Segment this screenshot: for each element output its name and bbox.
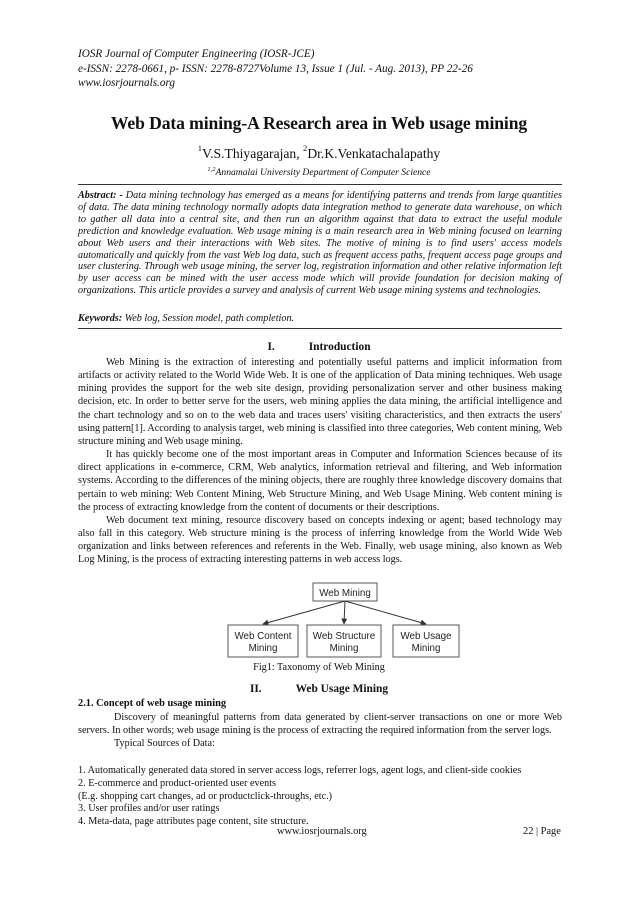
affiliation <box>0 166 638 178</box>
section2-title: Web Usage Mining <box>295 683 389 695</box>
intro-paragraph-3: Web document text mining, resource discovery based on concepts indexing or agent; based technology may also fall in this category. Web structure mining is the process of inferring knowledge from the World Wide Web organization and links between references and referents in the Web. Finally, web usage mining, also known as Web Log Mining, is the process of extracting interesting patterns in web access logs. <box>78 514 562 566</box>
journal-website: www.iosrjournals.org <box>78 77 175 90</box>
affiliation-text: Annamalai University Department of Computer Science <box>215 167 431 178</box>
journal-name: IOSR Journal of Computer Engineering (IOSR-JCE) <box>78 48 315 60</box>
usage-paragraph-2: Typical Sources of Data: <box>114 738 215 750</box>
section1-title: Introduction <box>308 341 371 353</box>
section2-heading <box>0 683 638 695</box>
structure-node-label-1: Web Structure <box>312 631 376 642</box>
list-item: 3. User profiles and/or user ratings <box>78 803 220 815</box>
author2-name: Dr.K.Venkatachalapathy <box>307 146 441 161</box>
footer-url: www.iosrjournals.org <box>277 826 367 837</box>
edge-to-content <box>263 601 345 624</box>
keywords-text: Web log, Session model, path completion. <box>124 313 295 324</box>
abstract-top-rule <box>78 184 562 185</box>
author-line <box>0 143 638 162</box>
affiliation-sup: 1,2 <box>207 166 216 173</box>
figure-caption: Fig1: Taxonomy of Web Mining <box>253 662 385 673</box>
author1-sup: 1 <box>197 143 203 153</box>
edge-to-structure <box>344 601 345 624</box>
list-item: 4. Meta-data, page attributes page content, site structure. <box>78 816 309 828</box>
author2-sup: 2 <box>303 143 308 153</box>
data-sources-list <box>78 765 562 829</box>
abstract <box>78 190 562 297</box>
section2-body <box>78 711 562 750</box>
journal-header <box>78 47 578 91</box>
author1-name: V.S.Thiyagarajan, <box>202 146 304 161</box>
section1-body <box>78 356 562 567</box>
edge-to-usage <box>345 601 426 624</box>
list-item: 1. Automatically generated data stored in server access logs, referrer logs, agent logs, and client-side cookies <box>78 765 522 776</box>
list-item: (E.g. shopping cart changes, ad or productclick-throughs, etc.) <box>78 790 333 802</box>
usage-node-label-1: Web Usage <box>400 631 452 642</box>
subsection-title: 2.1. Concept of web usage mining <box>78 698 227 709</box>
usage-node-label-2: Mining <box>411 643 441 654</box>
paper-title: Web Data mining-A Research area in Web usage mining <box>110 113 528 133</box>
intro-paragraph-2: It has quickly become one of the most important areas in Computer and Information Sciences because of its direct applications in e-commerce, CRM, Web analytics, information retrieval and filtering, and Web information systems. According to the differences of the mining objects, there are roughly three knowledge discovery domains that pertain to web mining: Web Content Mining, Web Structure Mining, and Web Usage Mining. Web content mining is the process of extracting knowledge from the content of documents or their descriptions. <box>78 449 562 513</box>
taxonomy-diagram <box>227 581 460 659</box>
section1-heading <box>0 341 638 353</box>
keywords <box>78 313 562 324</box>
abstract-text: Data mining technology has emerged as a means for identifying patterns and trends from large quantities of data. The data mining technology normally adopts data integration method to generate data warehouse, on which to gather all data into a central site, and then run an algorithm against that data to extract the useful module prediction and knowledge evaluation. Web usage mining is a main research area in Web mining focused on learning about Web users and their interactions with Web sites. The motive of mining is to find users' access models automatically and quickly from the vast Web log data, such as frequent access paths, frequent access page groups and user clustering. Through web usage mining, the server log, registration information and other relative information left by user access can be mined with the user access mode which will provide foundation for decision making of organizations. This article provides a survey and analysis of current Web usage mining systems and technologies. <box>78 190 562 297</box>
abstract-bottom-rule <box>78 328 562 329</box>
section1-number: I. <box>267 341 275 353</box>
list-item: 2. E-commerce and product-oriented user events <box>78 777 277 789</box>
journal-issn: e-ISSN: 2278-0661, p- ISSN: 2278-8727Volume 13, Issue 1 (Jul. - Aug. 2013), PP 22-26 <box>78 62 473 75</box>
taxonomy-figure <box>227 581 460 659</box>
section2-number: II. <box>249 683 262 695</box>
intro-paragraph-1: Web Mining is the extraction of interesting and potentially useful patterns and implicit information from artifacts or activity related to the World Wide Web. It is one of the application of Data mining techniques. Web usage mining provides the support for the web site design, providing personalization server and other business making decision, etc. In order to better serve for the users, web mining applies the data mining, the artificial intelligence and the chart technology and so on to the web data and traces users' visiting characteristics, and then extracts the users' using pattern[1]. According to analysis target, web mining is classified into three categories, Web content mining, Web structure mining and Web usage mining. <box>78 357 562 447</box>
usage-paragraph-1: Discovery of meaningful patterns from data generated by client-server transactions on one or more Web servers. In other words; web usage mining is the process of extracting the required information from the server logs. <box>78 712 562 737</box>
content-node-label-1: Web Content <box>234 631 292 642</box>
structure-node-label-2: Mining <box>329 643 359 654</box>
keywords-label: Keywords: <box>78 313 125 324</box>
root-node-label: Web Mining <box>319 588 371 599</box>
abstract-label: Abstract: - <box>78 190 126 201</box>
content-node-label-2: Mining <box>248 643 278 654</box>
footer-page-number: 22 | Page <box>523 826 561 837</box>
